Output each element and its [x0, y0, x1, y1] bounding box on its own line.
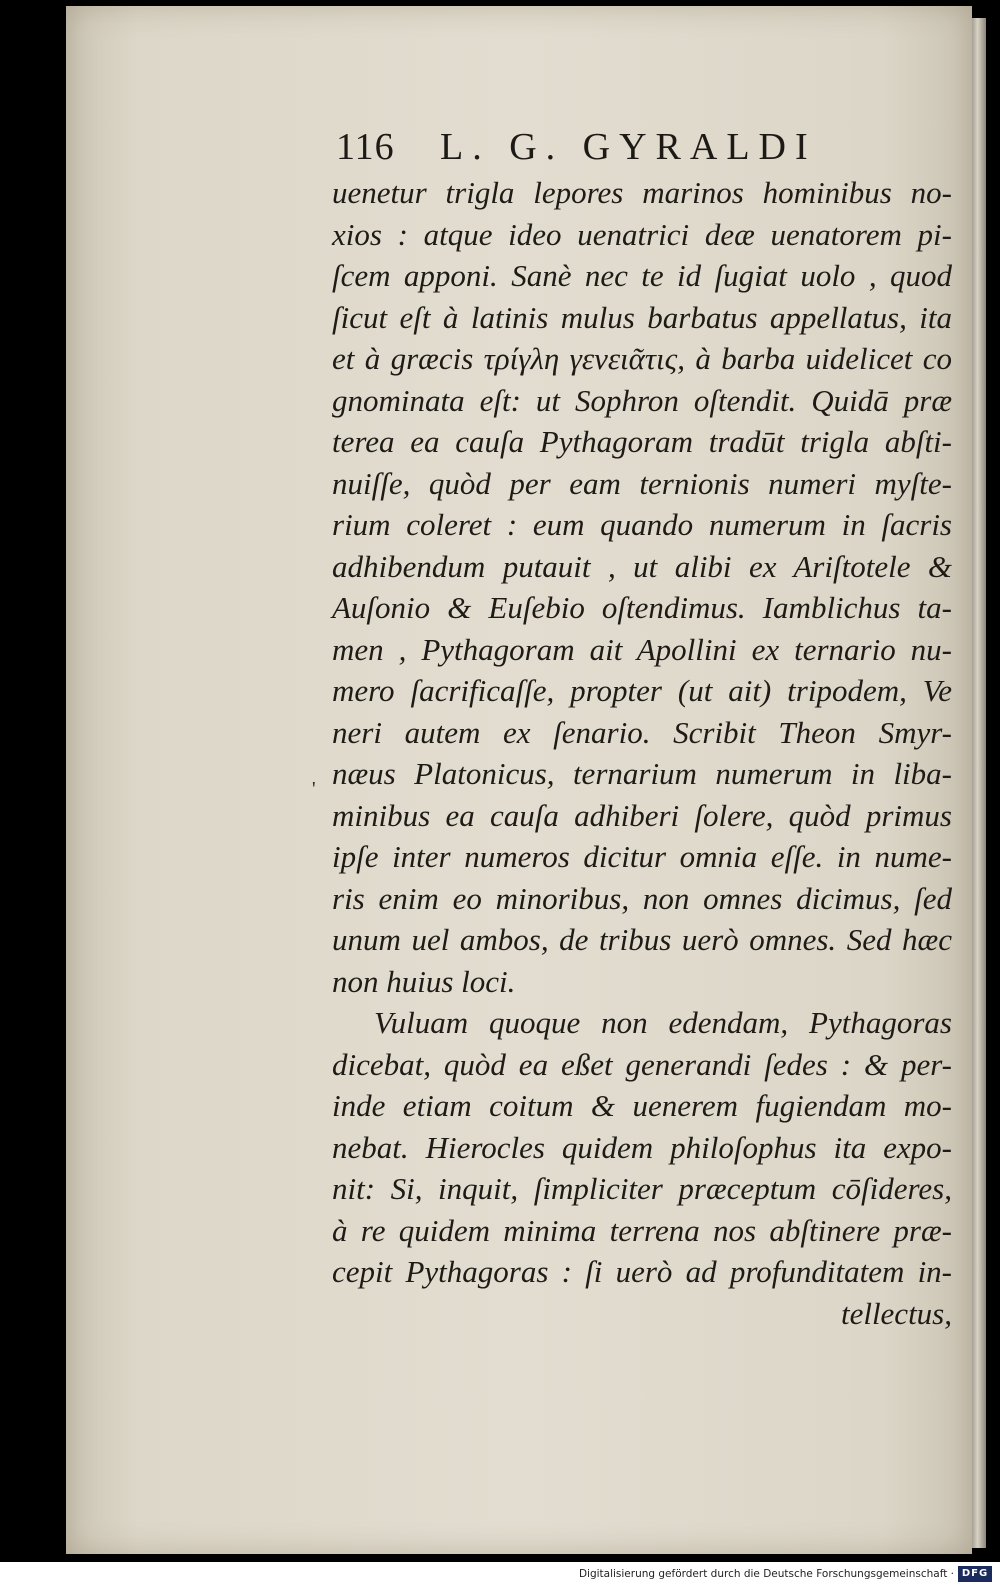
footer-bar	[0, 1562, 1000, 1589]
dfg-logo: DFG	[958, 1566, 992, 1582]
digitization-credit: Digitalisierung gefördert durch die Deutsche Forschungsgemeinschaft ·	[578, 1568, 954, 1580]
text-line: cepit Pythagoras : ſi uerò ad profunditatem in-	[332, 1254, 952, 1289]
text-line: ſcem apponi. Sanè nec te id ſugiat uolo , quod	[332, 258, 952, 293]
text-line: minibus ea cauſa adhiberi ſolere, quòd primus	[332, 797, 952, 833]
text-line: Auſonio & Euſebio oſtendimus. Iamblichus ta-	[332, 590, 952, 625]
text-line: xios : atque ideo uenatrici deæ uenatorem pi-	[332, 216, 952, 252]
text-line: inde etiam coitum & uenerem fugiendam mo-	[332, 1088, 952, 1123]
text-line: adhibendum putauit , ut alibi ex Ariſtotele &	[332, 548, 952, 584]
running-title: L. G. GYRALDI	[440, 126, 817, 168]
text-line: ſicut eſt à latinis mulus barbatus appellatus, ita	[332, 299, 952, 335]
page-edge	[972, 18, 986, 1548]
text-line: næus Platonicus, ternarium numerum in liba-	[332, 756, 952, 791]
text-line: ris enim eo minoribus, non omnes dicimus, ſed	[332, 880, 952, 916]
text-line: non huius loci.	[332, 963, 516, 999]
text-line: terea ea cauſa Pythagoram tradūt trigla abſti-	[332, 424, 952, 459]
text-line: gnominata eſt: ut Sophron oſtendit. Quidā præ	[332, 382, 952, 418]
body-text	[332, 172, 952, 1334]
page-number: 116	[336, 126, 395, 168]
text-line: à re quidem minima terrena nos abſtinere præ-	[332, 1212, 952, 1248]
text-line: uenetur trigla lepores marinos hominibus no-	[332, 175, 952, 210]
page-header	[336, 125, 956, 171]
text-line: et à græcis τρίγλη γενειᾶτις, à barba uidelicet co	[332, 341, 952, 376]
margin-mark: '	[312, 778, 316, 800]
text-line: mero ſacrificaſſe, propter (ut ait) tripodem, Ve	[332, 673, 952, 708]
text-line: nebat. Hierocles quidem philoſophus ita expo-	[332, 1129, 952, 1165]
paragraph-first-line: Vuluam quoque non edendam, Pythagoras	[374, 1005, 952, 1040]
text-line: rium coleret : eum quando numerum in ſacris	[332, 507, 952, 542]
text-line: neri autem ex ſenario. Scribit Theon Smyr-	[332, 714, 952, 750]
text-line: dicebat, quòd ea eßet generandi ſedes : & per-	[332, 1046, 952, 1082]
text-line: ipſe inter numeros dicitur omnia eſſe. in nume-	[332, 839, 952, 874]
text-line: men , Pythagoram ait Apollini ex ternario nu-	[332, 631, 952, 667]
text-line: nuiſſe, quòd per eam ternionis numeri myſte-	[332, 465, 952, 501]
catchword: tellectus,	[840, 1295, 952, 1331]
text-line: unum uel ambos, de tribus uerò omnes. Sed hæc	[332, 922, 952, 957]
text-line: nit: Si, inquit, ſimpliciter præceptum cōſideres,	[332, 1171, 952, 1206]
